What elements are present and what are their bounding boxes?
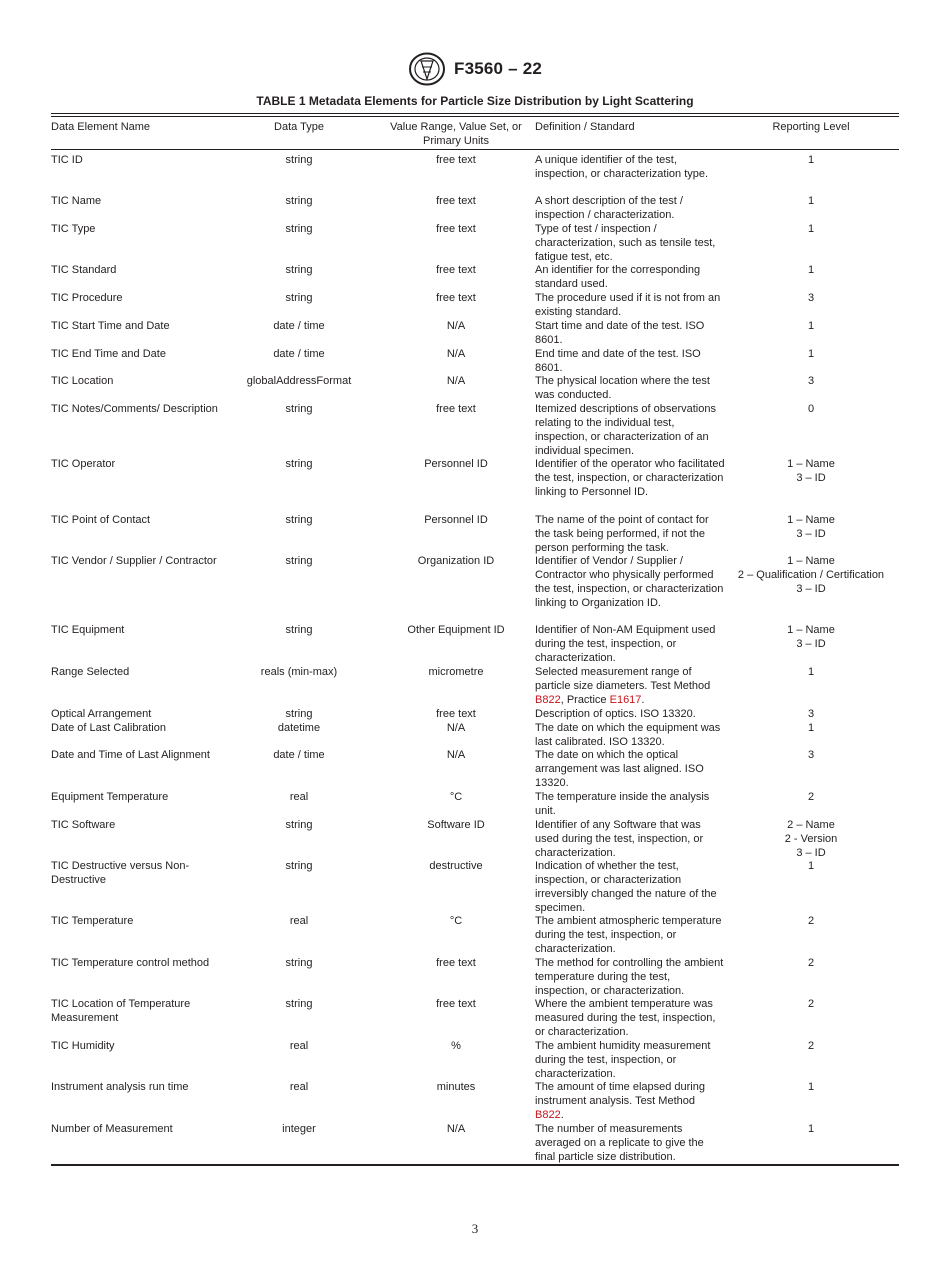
- table-header-rule: [51, 149, 899, 150]
- cell-value-range: N/A: [446, 722, 466, 734]
- cell-data-element-name: TIC ID: [51, 154, 83, 166]
- cell-definition: The date on which the optical arrangement was last aligned. ISO 13320.: [535, 749, 704, 789]
- cell-data-element-name: TIC End Time and Date: [51, 348, 166, 360]
- cell-data-element-name: TIC Temperature: [51, 915, 134, 927]
- cell-data-type: date / time: [273, 320, 325, 332]
- cell-definition: A short description of the test / inspection / characterization.: [535, 195, 683, 221]
- cell-data-element-name: TIC Procedure: [51, 292, 123, 304]
- cell-data-type: string: [285, 514, 313, 526]
- cell-value-range: %: [451, 1040, 461, 1052]
- cell-data-type: date / time: [273, 348, 325, 360]
- cell-definition: Where the ambient temperature was measured during the test, inspection, or characterization.: [535, 998, 716, 1038]
- cell-data-element-name: TIC Location: [51, 375, 114, 387]
- cell-data-type: real: [289, 915, 309, 927]
- cell-definition: The number of measurements averaged on a replicate to give the final particle size distribution.: [535, 1123, 704, 1163]
- cell-data-element-name: TIC Name: [51, 195, 102, 207]
- standard-reference-link[interactable]: B822: [535, 1109, 561, 1121]
- cell-value-range: micrometre: [428, 666, 484, 678]
- cell-reporting-level: 0: [807, 403, 815, 415]
- cell-reporting-level: 2: [807, 915, 815, 927]
- cell-data-type: string: [285, 292, 313, 304]
- cell-data-type: reals (min-max): [260, 666, 338, 678]
- cell-reporting-level: 3: [807, 749, 815, 761]
- cell-data-type: string: [285, 860, 313, 872]
- cell-reporting-level: 1 – Name 3 – ID: [787, 514, 835, 540]
- cell-data-type: string: [285, 403, 313, 415]
- cell-data-type: real: [289, 791, 309, 803]
- cell-value-range: Organization ID: [417, 555, 495, 567]
- standard-designation: F3560 – 22: [453, 59, 542, 78]
- cell-data-type: integer: [282, 1123, 316, 1135]
- cell-reporting-level: 1: [807, 666, 815, 678]
- cell-value-range: N/A: [446, 1123, 466, 1135]
- cell-reporting-level: 1: [807, 348, 815, 360]
- cell-definition: Start time and date of the test. ISO 8601.: [535, 320, 705, 346]
- cell-value-range: free text: [436, 708, 476, 720]
- header-reporting-level: Reporting Level: [772, 121, 850, 133]
- cell-definition: The date on which the equipment was last calibrated. ISO 13320.: [535, 722, 721, 748]
- cell-data-type: string: [285, 998, 313, 1010]
- cell-data-element-name: TIC Equipment: [51, 624, 125, 636]
- cell-data-element-name: Number of Measurement: [51, 1123, 173, 1135]
- cell-value-range: N/A: [446, 320, 466, 332]
- cell-value-range: °C: [449, 791, 463, 803]
- cell-reporting-level: 1 – Name 2 – Qualification / Certification 3 – ID: [737, 555, 885, 595]
- cell-reporting-level: 1: [807, 1123, 815, 1135]
- cell-definition: The procedure used if it is not from an existing standard.: [535, 292, 721, 318]
- cell-data-type: string: [285, 154, 313, 166]
- cell-data-element-name: TIC Temperature control method: [51, 957, 210, 969]
- cell-data-type: string: [285, 708, 313, 720]
- cell-reporting-level: 2: [807, 791, 815, 803]
- cell-reporting-level: 1 – Name 3 – ID: [787, 624, 835, 650]
- cell-definition: Indication of whether the test, inspection, or characterization irreversibly changed the nature of the specimen.: [535, 860, 717, 914]
- cell-definition: A unique identifier of the test, inspection, or characterization type.: [535, 154, 709, 180]
- cell-data-element-name: TIC Notes/Comments/ Description: [51, 403, 218, 415]
- cell-data-type: string: [285, 624, 313, 636]
- cell-value-range: N/A: [446, 375, 466, 387]
- cell-data-element-name: TIC Destructive versus Non-Destructive: [51, 860, 190, 886]
- cell-reporting-level: 2: [807, 998, 815, 1010]
- cell-value-range: free text: [436, 292, 476, 304]
- header-data-type: Data Type: [274, 121, 324, 133]
- cell-data-type: string: [285, 819, 313, 831]
- standard-reference-link[interactable]: E1617: [609, 694, 642, 706]
- cell-definition: End time and date of the test. ISO 8601.: [535, 348, 701, 374]
- cell-definition: Description of optics. ISO 13320.: [535, 708, 696, 720]
- cell-data-type: string: [285, 264, 313, 276]
- cell-value-range: free text: [436, 223, 476, 235]
- cell-value-range: free text: [436, 154, 476, 166]
- cell-data-type: string: [285, 195, 313, 207]
- cell-data-type: string: [285, 223, 313, 235]
- cell-definition: The name of the point of contact for the task being performed, if not the person performing the task.: [535, 514, 709, 554]
- cell-reporting-level: 1: [807, 195, 815, 207]
- cell-reporting-level: 1: [807, 154, 815, 166]
- cell-data-type: real: [289, 1040, 309, 1052]
- cell-data-element-name: Optical Arrangement: [51, 708, 152, 720]
- table-title: TABLE 1 Metadata Elements for Particle Size Distribution by Light Scattering: [256, 94, 694, 108]
- cell-definition: Itemized descriptions of observations relating to the individual test, inspection, or characterization of an individual specimen.: [535, 403, 716, 457]
- cell-data-element-name: Range Selected: [51, 666, 130, 678]
- cell-data-element-name: TIC Location of Temperature Measurement: [51, 998, 191, 1024]
- cell-reporting-level: 1 – Name 3 – ID: [787, 458, 835, 484]
- cell-value-range: free text: [436, 403, 476, 415]
- cell-data-element-name: TIC Start Time and Date: [51, 320, 170, 332]
- cell-definition: The method for controlling the ambient temperature during the test, inspection, or characterization.: [535, 957, 724, 997]
- cell-definition: Identifier of any Software that was used during the test, inspection, or characterization.: [535, 819, 704, 859]
- table-top-rule-inner: [51, 116, 899, 117]
- cell-definition: Identifier of Vendor / Supplier / Contractor who physically performed the test, inspection, or characterization linking to Organization ID.: [535, 555, 724, 609]
- cell-reporting-level: 2: [807, 957, 815, 969]
- cell-reporting-level: 2 – Name 2 - Version 3 – ID: [784, 819, 838, 859]
- cell-reporting-level: 1: [807, 264, 815, 276]
- cell-data-type: string: [285, 555, 313, 567]
- cell-data-element-name: TIC Standard: [51, 264, 117, 276]
- header-value-range: Value Range, Value Set, or Primary Units: [390, 121, 522, 147]
- cell-value-range: minutes: [436, 1081, 476, 1093]
- astm-logo-icon: [408, 52, 446, 86]
- cell-definition: The temperature inside the analysis unit.: [535, 791, 710, 817]
- cell-value-range: Other Equipment ID: [407, 624, 505, 636]
- cell-reporting-level: 1: [807, 722, 815, 734]
- cell-value-range: free text: [436, 264, 476, 276]
- cell-data-element-name: TIC Operator: [51, 458, 116, 470]
- cell-reporting-level: 1: [807, 860, 815, 872]
- page-number: 3: [471, 1221, 479, 1236]
- cell-value-range: free text: [436, 195, 476, 207]
- cell-reporting-level: 2: [807, 1040, 815, 1052]
- header-data-element-name: Data Element Name: [51, 121, 151, 133]
- cell-data-type: date / time: [273, 749, 325, 761]
- cell-reporting-level: 3: [807, 708, 815, 720]
- cell-data-type: string: [285, 458, 313, 470]
- cell-data-type: string: [285, 957, 313, 969]
- table-bottom-rule: [51, 1164, 899, 1166]
- cell-data-element-name: Date of Last Calibration: [51, 722, 166, 734]
- cell-reporting-level: 1: [807, 1081, 815, 1093]
- standard-reference-link[interactable]: B822: [535, 694, 561, 706]
- document-header: [0, 52, 950, 86]
- cell-data-type: globalAddressFormat: [246, 375, 352, 387]
- cell-value-range: Software ID: [427, 819, 485, 831]
- cell-value-range: destructive: [429, 860, 483, 872]
- cell-value-range: N/A: [446, 348, 466, 360]
- table-top-rule: [51, 113, 899, 114]
- cell-definition: Selected measurement range of particle size diameters. Test Method B822, Practice E1617.: [535, 666, 711, 706]
- cell-data-type: datetime: [277, 722, 321, 734]
- cell-definition: The physical location where the test was conducted.: [535, 375, 710, 401]
- cell-reporting-level: 3: [807, 375, 815, 387]
- cell-definition: The amount of time elapsed during instrument analysis. Test Method B822.: [535, 1081, 705, 1121]
- cell-value-range: free text: [436, 957, 476, 969]
- cell-data-element-name: Equipment Temperature: [51, 791, 169, 803]
- cell-value-range: Personnel ID: [424, 514, 488, 526]
- cell-definition: Identifier of the operator who facilitated the test, inspection, or characterization linking to Personnel ID.: [535, 458, 725, 498]
- cell-data-element-name: TIC Point of Contact: [51, 514, 151, 526]
- cell-data-element-name: Date and Time of Last Alignment: [51, 749, 210, 761]
- cell-value-range: Personnel ID: [424, 458, 488, 470]
- cell-data-element-name: TIC Software: [51, 819, 116, 831]
- cell-value-range: °C: [449, 915, 463, 927]
- cell-value-range: free text: [436, 998, 476, 1010]
- cell-reporting-level: 3: [807, 292, 815, 304]
- cell-data-element-name: TIC Type: [51, 223, 96, 235]
- header-definition: Definition / Standard: [535, 121, 635, 133]
- cell-data-element-name: Instrument analysis run time: [51, 1081, 189, 1093]
- cell-reporting-level: 1: [807, 223, 815, 235]
- cell-definition: Identifier of Non-AM Equipment used during the test, inspection, or characterization.: [535, 624, 716, 664]
- cell-data-type: real: [289, 1081, 309, 1093]
- cell-definition: The ambient humidity measurement during the test, inspection, or characterization.: [535, 1040, 711, 1080]
- cell-value-range: N/A: [446, 749, 466, 761]
- cell-data-element-name: TIC Humidity: [51, 1040, 115, 1052]
- cell-definition: Type of test / inspection / characterization, such as tensile test, fatigue test, etc.: [535, 223, 716, 263]
- cell-reporting-level: 1: [807, 320, 815, 332]
- cell-definition: An identifier for the corresponding standard used.: [535, 264, 701, 290]
- cell-definition: The ambient atmospheric temperature during the test, inspection, or characterization.: [535, 915, 722, 955]
- cell-data-element-name: TIC Vendor / Supplier / Contractor: [51, 555, 217, 567]
